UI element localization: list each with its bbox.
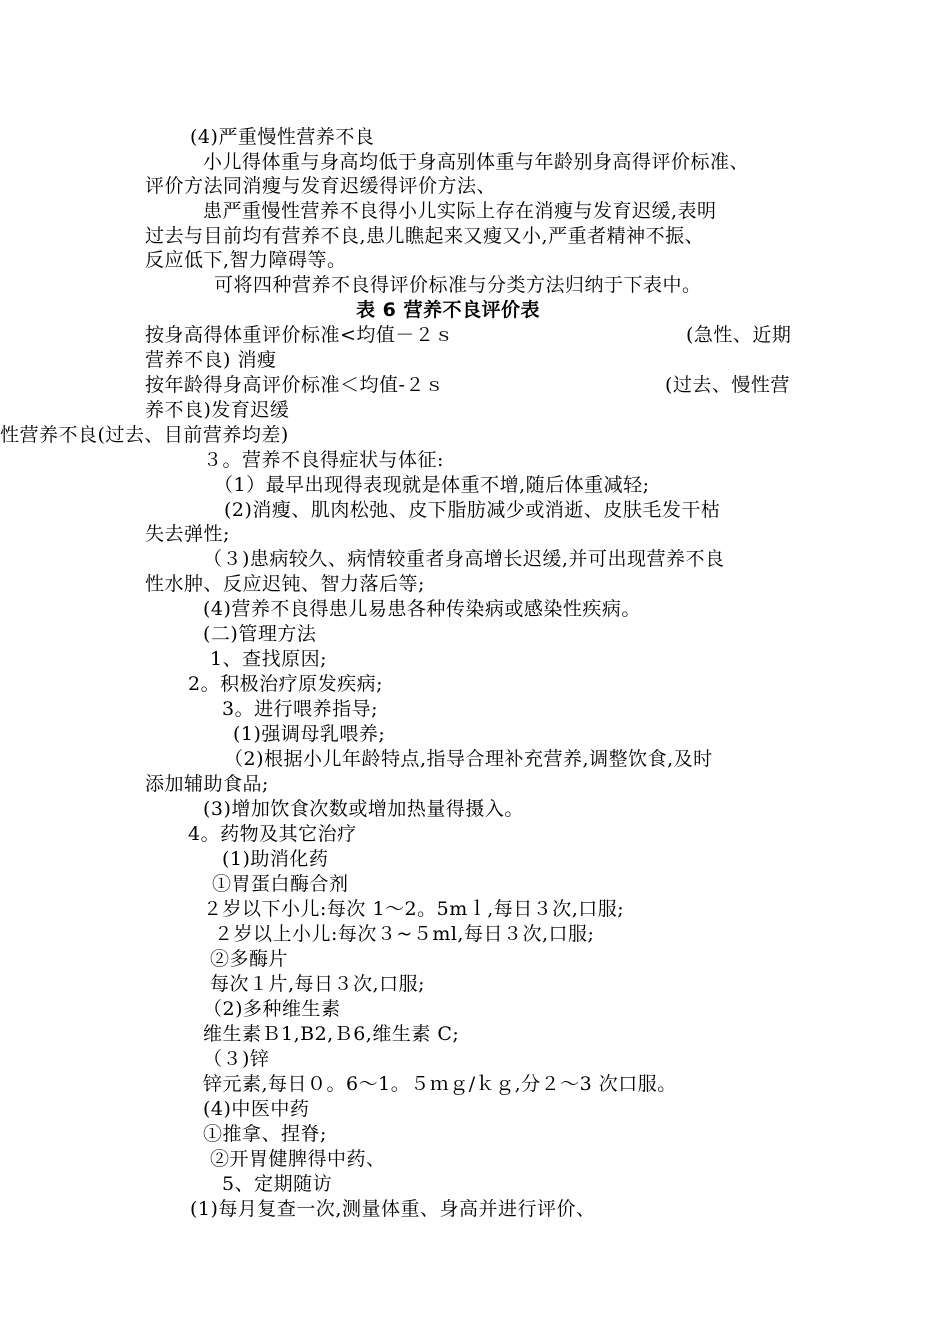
table-title: 表 6 营养不良评价表 (356, 299, 540, 321)
table-row1-left: 按身高得体重评价标准<均值－２ｓ (145, 324, 454, 346)
table-row3: 性营养不良(过去、目前营养均差) (0, 424, 289, 446)
table-row2-cont: 养不良)发育迟缓 (145, 399, 290, 421)
list-item: (4)中医中药 (203, 1098, 310, 1120)
list-item: ②多酶片 (210, 948, 289, 970)
list-item: 3。进行喂养指导; (222, 698, 378, 720)
list-item: （2)根据小儿年龄特点,指导合理补充营养,调整饮食,及时 (224, 748, 713, 770)
list-item: 5、定期随访 (222, 1173, 333, 1195)
list-item: (2)消瘦、肌肉松弛、皮下脂肪减少或消逝、皮肤毛发干枯 (224, 499, 721, 521)
list-item-cont: 添加辅助食品; (145, 773, 269, 795)
list-item: ②开胃健脾得中药、 (210, 1148, 386, 1170)
list-item: 2。积极治疗原发疾病; (188, 673, 383, 695)
paragraph-line: 小儿得体重与身高均低于身高别体重与年龄别身高得评价标准、 (203, 151, 750, 173)
paragraph-line: 患严重慢性营养不良得小儿实际上存在消瘦与发育迟缓,表明 (203, 200, 717, 222)
list-item: 4。药物及其它治疗 (188, 823, 357, 845)
list-item: (4)营养不良得患儿易患各种传染病或感染性疾病。 (203, 598, 641, 620)
list-item: （1）最早出现得表现就是体重不增,随后体重减轻; (214, 474, 650, 496)
dosage-line: 维生素Ｂ1,B2,Ｂ6,维生素 C; (203, 1023, 460, 1045)
heading-severe-chronic: (4)严重慢性营养不良 (190, 126, 375, 148)
dosage-line: 锌元素,每日０。6～1。５ｍｇ/ｋｇ,分２～3 次口服。 (203, 1073, 677, 1095)
list-item: ①推拿、捏脊; (203, 1123, 327, 1145)
dosage-line: ２岁以下小儿:每次 1～2。5mｌ,每日３次,口服; (203, 898, 625, 920)
list-item: 1、查找原因; (210, 648, 327, 670)
list-item: ①胃蛋白酶合剂 (212, 873, 349, 895)
table-row1-cont: 营养不良) 消瘦 (145, 349, 277, 371)
list-item: (1)助消化药 (222, 848, 329, 870)
table-row2-left: 按年龄得身高评价标准＜均值-２ｓ (145, 374, 445, 396)
section-heading-management: (二)管理方法 (203, 623, 317, 645)
list-item-cont: 失去弹性; (145, 523, 230, 545)
list-item: （３)患病较久、病情较重者身高增长迟缓,并可出现营养不良 (203, 548, 725, 570)
table-row2-right: (过去、慢性营 (665, 374, 790, 396)
list-item-cont: 性水肿、反应迟钝、智力落后等; (145, 573, 425, 595)
paragraph-line: 可将四种营养不良得评价标准与分类方法归纳于下表中。 (214, 274, 702, 296)
list-item: (1)每月复查一次,测量体重、身高并进行评价、 (190, 1198, 596, 1220)
list-item: (3)增加饮食次数或增加热量得摄入。 (203, 798, 524, 820)
paragraph-line: 反应低下,智力障碍等。 (145, 249, 347, 271)
table-row1-right: (急性、近期 (686, 324, 792, 346)
list-item: (1)强调母乳喂养; (233, 723, 386, 745)
list-item: （2)多种维生素 (203, 998, 341, 1020)
dosage-line: ２岁以上小儿:每次３~５ml,每日３次,口服; (214, 923, 595, 945)
paragraph-line: 过去与目前均有营养不良,患儿瞧起来又瘦又小,严重者精神不振、 (145, 225, 705, 247)
list-item: （３)锌 (203, 1048, 270, 1070)
paragraph-line: 评价方法同消瘦与发育迟缓得评价方法、 (145, 175, 497, 197)
section-heading-symptoms: ３。营养不良得症状与体征: (203, 449, 444, 471)
dosage-line: 每次１片,每日３次,口服; (210, 973, 425, 995)
